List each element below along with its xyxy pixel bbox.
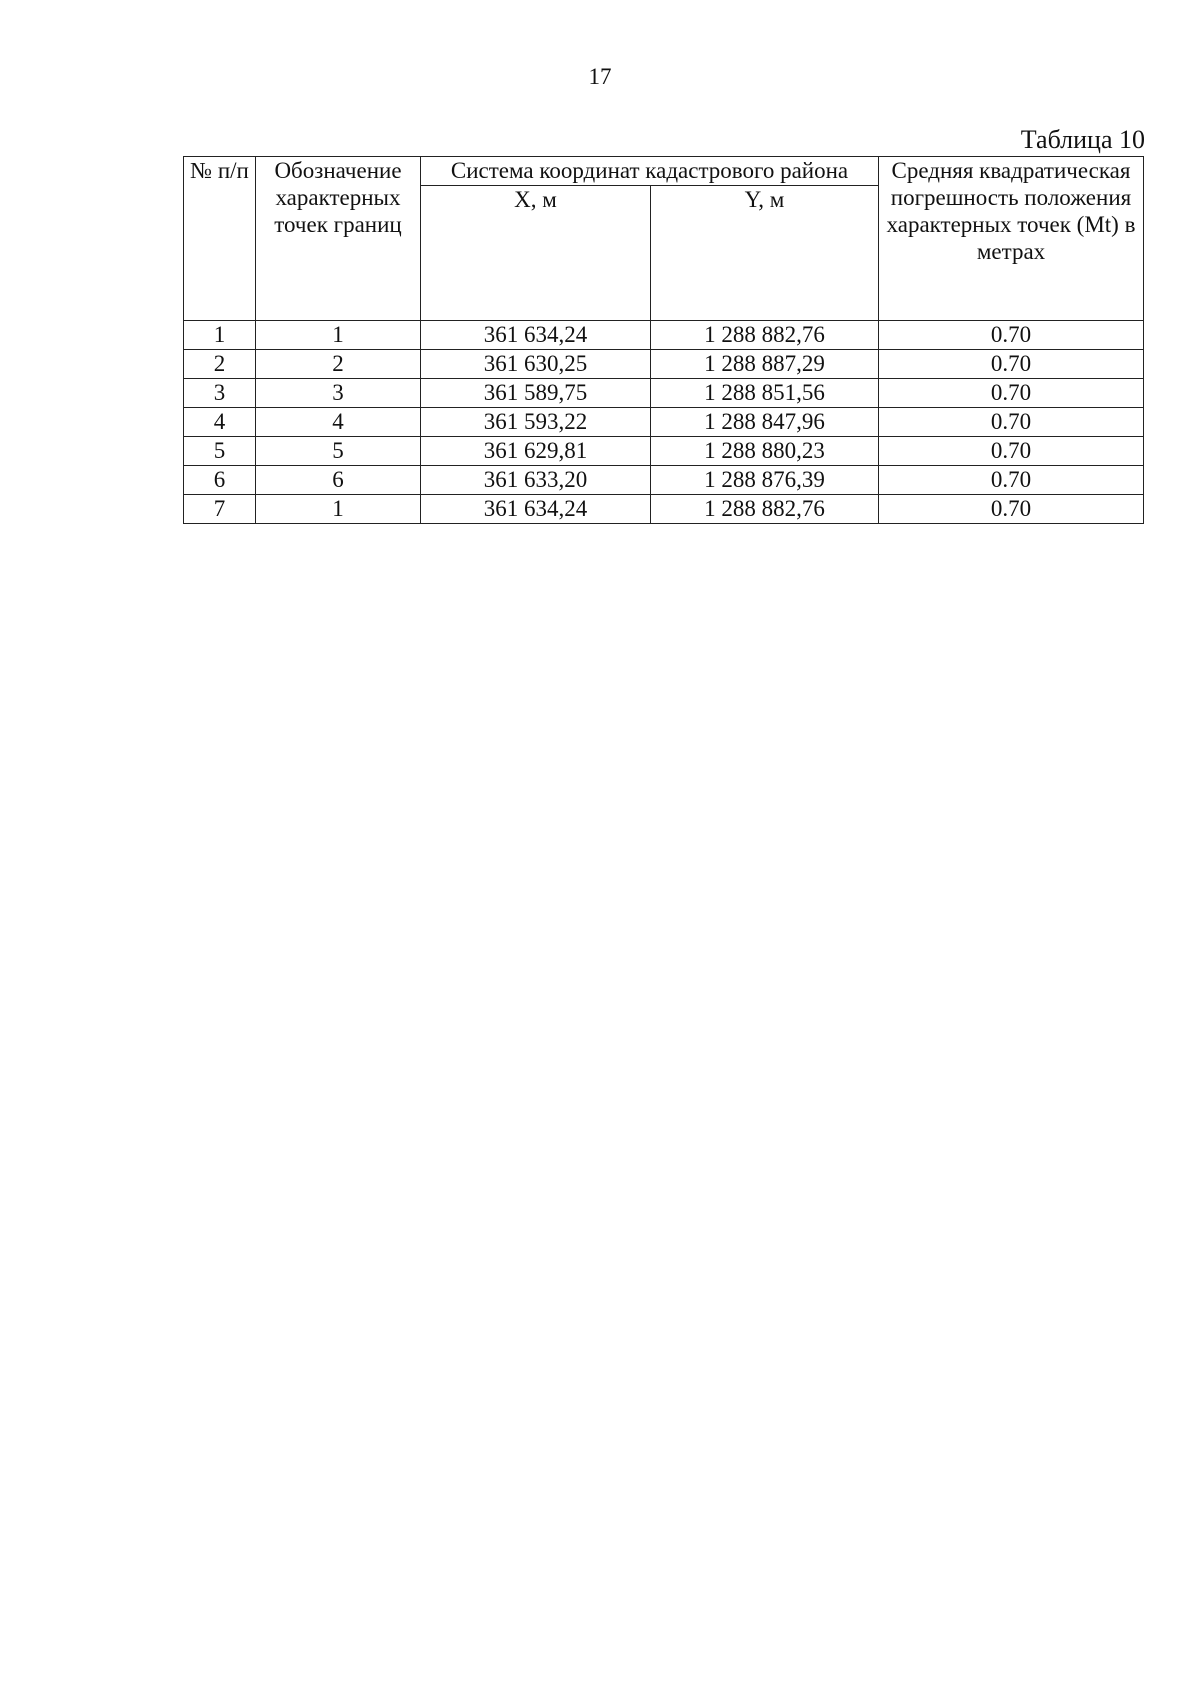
cell-mt: 0.70 — [879, 350, 1144, 379]
header-x: X, м — [421, 186, 651, 321]
table-row — [184, 495, 1144, 524]
cell-point: 1 — [256, 495, 421, 524]
cell-mt: 0.70 — [879, 466, 1144, 495]
cell-mt: 0.70 — [879, 321, 1144, 350]
cell-x: 361 630,25 — [421, 350, 651, 379]
header-row-top — [184, 157, 1144, 186]
header-num: № п/п — [184, 157, 256, 321]
cell-mt: 0.70 — [879, 408, 1144, 437]
cell-mt: 0.70 — [879, 437, 1144, 466]
coordinates-table — [183, 156, 1144, 524]
table-row — [184, 379, 1144, 408]
cell-num: 3 — [184, 379, 256, 408]
header-mean-square-error: Средняя квадратическая погрешность положения характерных точек (Mt) в метрах — [879, 157, 1144, 321]
table-row — [184, 437, 1144, 466]
cell-y: 1 288 851,56 — [651, 379, 879, 408]
cell-y: 1 288 882,76 — [651, 495, 879, 524]
cell-num: 2 — [184, 350, 256, 379]
table-row — [184, 350, 1144, 379]
table-row — [184, 466, 1144, 495]
cell-num: 1 — [184, 321, 256, 350]
cell-point: 6 — [256, 466, 421, 495]
header-point: Обозначение характерных точек границ — [256, 157, 421, 321]
cell-point: 3 — [256, 379, 421, 408]
cell-y: 1 288 880,23 — [651, 437, 879, 466]
cell-y: 1 288 882,76 — [651, 321, 879, 350]
cell-point: 5 — [256, 437, 421, 466]
cell-point: 4 — [256, 408, 421, 437]
cell-num: 7 — [184, 495, 256, 524]
page-number: 17 — [588, 64, 612, 89]
table-row — [184, 321, 1144, 350]
cell-y: 1 288 847,96 — [651, 408, 879, 437]
cell-y: 1 288 876,39 — [651, 466, 879, 495]
cell-x: 361 593,22 — [421, 408, 651, 437]
cell-x: 361 629,81 — [421, 437, 651, 466]
cell-num: 6 — [184, 466, 256, 495]
cell-mt: 0.70 — [879, 495, 1144, 524]
cell-num: 5 — [184, 437, 256, 466]
table-body — [184, 321, 1144, 524]
cell-num: 4 — [184, 408, 256, 437]
header-coordinate-system: Система координат кадастрового района — [421, 157, 879, 186]
table-header — [184, 157, 1144, 321]
cell-x: 361 634,24 — [421, 495, 651, 524]
cell-point: 2 — [256, 350, 421, 379]
cell-x: 361 589,75 — [421, 379, 651, 408]
table-caption: Таблица 10 — [1020, 125, 1145, 154]
header-y: Y, м — [651, 186, 879, 321]
table-row — [184, 408, 1144, 437]
cell-y: 1 288 887,29 — [651, 350, 879, 379]
cell-x: 361 633,20 — [421, 466, 651, 495]
cell-mt: 0.70 — [879, 379, 1144, 408]
cell-point: 1 — [256, 321, 421, 350]
cell-x: 361 634,24 — [421, 321, 651, 350]
